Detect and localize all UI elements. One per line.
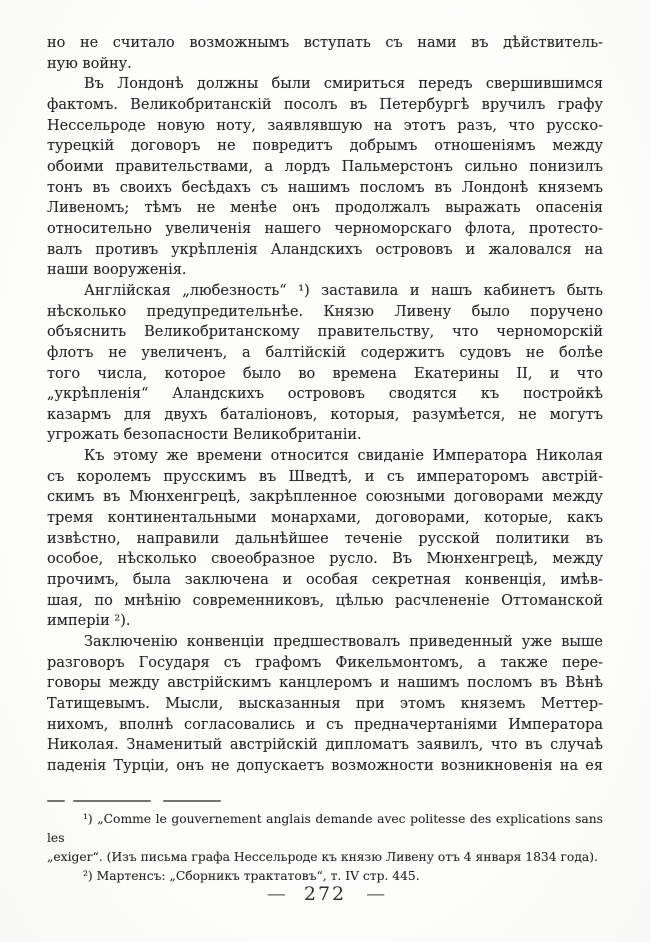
text-line: казармъ для двухъ баталіоновъ, которыя, разумѣется, не могутъ bbox=[47, 406, 603, 423]
text-line: валъ противъ укрѣпленія Аландскихъ острововъ и жаловался на bbox=[47, 241, 603, 258]
paragraph bbox=[47, 33, 603, 74]
paragraph bbox=[47, 281, 603, 446]
text-line: турецкій договоръ не повредитъ добрымъ отношеніямъ между bbox=[47, 138, 603, 155]
text-line: Татищевымъ. Мысли, высказанныя при этомъ княземъ Меттер- bbox=[47, 696, 603, 712]
text-line: угрожать безопасности Великобританіи. bbox=[47, 427, 362, 444]
text-line: но не считало возможнымъ вступать съ нами въ дѣйствитель- bbox=[47, 35, 603, 51]
text-line: съ королемъ прусскимъ въ Шведтѣ, и съ императоромъ австрій- bbox=[47, 468, 603, 485]
page-number-value: 272 bbox=[303, 883, 347, 905]
text-line: нихомъ, вполнѣ согласовались и съ предначертаніями Императора bbox=[47, 716, 603, 733]
text-line: тонъ въ своихъ бесѣдахъ съ нашимъ посломъ въ Лондонѣ княземъ bbox=[47, 179, 603, 196]
text-line: прочимъ, была заключена и особая секретная конвенція, имѣв- bbox=[47, 572, 603, 589]
text-line: нѣсколько предупредительнѣе. Князю Ливену было поручено bbox=[47, 303, 603, 320]
page-body-text bbox=[47, 33, 603, 777]
text-line: имперіи ²). bbox=[47, 613, 131, 630]
text-line: извѣстно, направили дальнѣйшее теченіе русской политики въ bbox=[47, 530, 603, 547]
text-line: „укрѣпленія“ Аландскихъ острововъ сводятся къ постройкѣ bbox=[47, 386, 603, 403]
page-number-dash-right: — bbox=[366, 883, 384, 905]
footnote-line: „exiger“. (Изъ письма графа Нессельроде къ князю Ливену отъ 4 января 1834 года). bbox=[47, 850, 598, 864]
text-line: Англійская „любезность“ ¹) заставила и нашъ кабинетъ быть bbox=[84, 282, 603, 299]
text-line: объяснить Великобританскому правительству, что черноморскій bbox=[47, 324, 603, 341]
text-line: особое, нѣсколько своеобразное русло. Въ Мюнхенгрецѣ, между bbox=[47, 551, 603, 568]
text-line: Ливеномъ; тѣмъ не менѣе онъ продолжалъ выражать опасенія bbox=[47, 200, 603, 217]
text-line: Николая. Знаменитый австрійскій дипломатъ заявилъ, что въ случаѣ bbox=[47, 737, 603, 754]
text-line: тремя континентальными монархами, договорами, которые, какъ bbox=[47, 510, 603, 527]
text-line: шая, по мнѣнію современниковъ, цѣлью расчлененіе Оттоманской bbox=[47, 592, 603, 609]
text-line: говоры между австрійскимъ канцлеромъ и нашимъ посломъ въ Вѣнѣ bbox=[47, 675, 603, 692]
footnote-line: ²) Мартенсъ: „Сборникъ трактатовъ“, т. IV стр. 445. bbox=[83, 869, 420, 883]
text-line: Къ этому же времени относится свиданіе Императора Николая bbox=[84, 448, 603, 465]
text-line: наши вооруженія. bbox=[47, 262, 187, 279]
text-line: ную войну. bbox=[47, 55, 132, 72]
text-line: разговоръ Государя съ графомъ Фикельмонтомъ, а также пере- bbox=[47, 654, 603, 671]
separator-segment bbox=[163, 800, 221, 802]
separator-segment bbox=[73, 800, 151, 802]
text-line: Въ Лондонѣ должны были смириться передъ свершившимся bbox=[84, 76, 603, 93]
footnotes bbox=[47, 810, 603, 886]
text-line: относительно увеличенія нашего черноморскаго флота, протесто- bbox=[47, 220, 603, 237]
text-line: паденія Турціи, онъ не допускаетъ возможности возникновенія на ея bbox=[47, 757, 603, 774]
footnote-separator bbox=[47, 800, 221, 802]
page-number bbox=[0, 883, 650, 905]
text-line: фактомъ. Великобританскій посолъ въ Петербургѣ вручилъ графу bbox=[47, 96, 603, 113]
paragraph bbox=[47, 632, 603, 777]
separator-segment bbox=[47, 800, 65, 802]
text-line: Нессельроде новую ноту, заявлявшую на этотъ разъ, что русско- bbox=[47, 117, 603, 134]
page-number-dash-left: — bbox=[266, 883, 284, 905]
text-line: скимъ въ Мюнхенгрецѣ, закрѣпленное союзными договорами между bbox=[47, 489, 603, 506]
paragraph bbox=[47, 74, 603, 281]
text-line: того числа, которое было во времена Екатерины II, и что bbox=[47, 365, 603, 382]
text-line: Заключенію конвенціи предшествовалъ приведенный уже выше bbox=[84, 634, 603, 651]
footnote-item bbox=[47, 810, 603, 867]
paragraph bbox=[47, 446, 603, 632]
text-line: обоими правительствами, а лордъ Пальмерстонъ сильно понизилъ bbox=[47, 158, 603, 175]
text-line: флотъ не увеличенъ, а балтійскій содержитъ судовъ не болѣе bbox=[47, 344, 603, 361]
footnote-line: ¹) „Comme le gouvernement anglais demande avec politesse des explications sans les bbox=[47, 812, 603, 845]
